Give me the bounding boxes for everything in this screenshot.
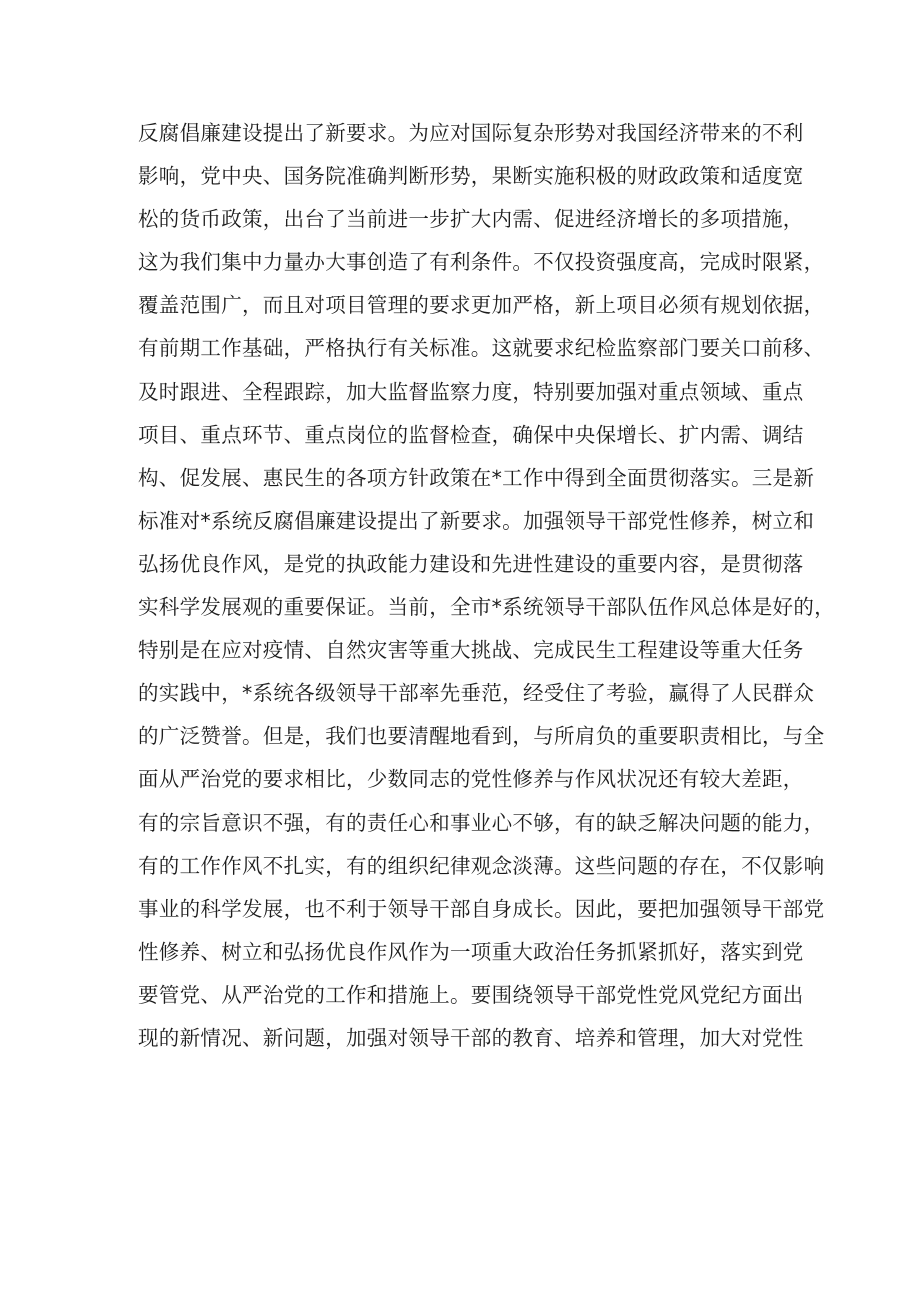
text-line: 的实践中，*系统各级领导干部率先垂范，经受住了考验，赢得了人民群众 xyxy=(138,681,815,706)
text-line: 构、促发展、惠民生的各项方针政策在*工作中得到全面贯彻落实。三是新 xyxy=(138,465,815,490)
text-line: 有的工作作风不扎实，有的组织纪律观念淡薄。这些问题的存在，不仅影响 xyxy=(138,853,825,878)
text-line: 松的货币政策，出台了当前进一步扩大内需、促进经济增长的多项措施， xyxy=(138,207,804,232)
text-line: 这为我们集中力量办大事创造了有利条件。不仅投资强度高，完成时限紧， xyxy=(138,250,825,275)
text-line: 面从严治党的要求相比，少数同志的党性修养与作风状况还有较大差距， xyxy=(138,767,804,792)
text-line: 实科学发展观的重要保证。当前，全市*系统领导干部队伍作风总体是好的， xyxy=(138,595,835,620)
text-line: 弘扬优良作风，是党的执政能力建设和先进性建设的重要内容，是贯彻落 xyxy=(138,551,804,576)
text-line: 反腐倡廉建设提出了新要求。为应对国际复杂形势对我国经济带来的不利 xyxy=(138,121,804,145)
text-line: 标准对*系统反腐倡廉建设提出了新要求。加强领导干部党性修养，树立和 xyxy=(138,508,815,533)
text-line: 的广泛赞誉。但是，我们也要清醒地看到，与所肩负的重要职责相比，与全 xyxy=(138,724,825,749)
text-line: 影响，党中央、国务院准确判断形势，果断实施积极的财政政策和适度宽 xyxy=(138,164,804,189)
body-paragraph xyxy=(138,112,835,1060)
text-line: 覆盖范围广，而且对项目管理的要求更加严格，新上项目必须有规划依据， xyxy=(138,293,825,318)
text-line: 特别是在应对疫情、自然灾害等重大挑战、完成民生工程建设等重大任务 xyxy=(138,638,804,663)
text-line: 要管党、从严治党的工作和措施上。要围绕领导干部党性党风党纪方面出 xyxy=(138,982,804,1007)
text-line: 及时跟进、全程跟踪，加大监督监察力度，特别要加强对重点领域、重点 xyxy=(138,379,804,404)
text-line: 现的新情况、新问题，加强对领导干部的教育、培养和管理，加大对党性 xyxy=(138,1025,804,1050)
text-line: 有的宗旨意识不强，有的责任心和事业心不够，有的缺乏解决问题的能力， xyxy=(138,810,825,835)
text-line: 事业的科学发展，也不利于领导干部自身成长。因此，要把加强领导干部党 xyxy=(138,896,825,921)
text-line: 项目、重点环节、重点岗位的监督检查，确保中央保增长、扩内需、调结 xyxy=(138,422,804,447)
text-line: 有前期工作基础，严格执行有关标准。这就要求纪检监察部门要关口前移、 xyxy=(138,336,825,361)
text-line: 性修养、树立和弘扬优良作风作为一项重大政治任务抓紧抓好，落实到党 xyxy=(138,939,804,964)
